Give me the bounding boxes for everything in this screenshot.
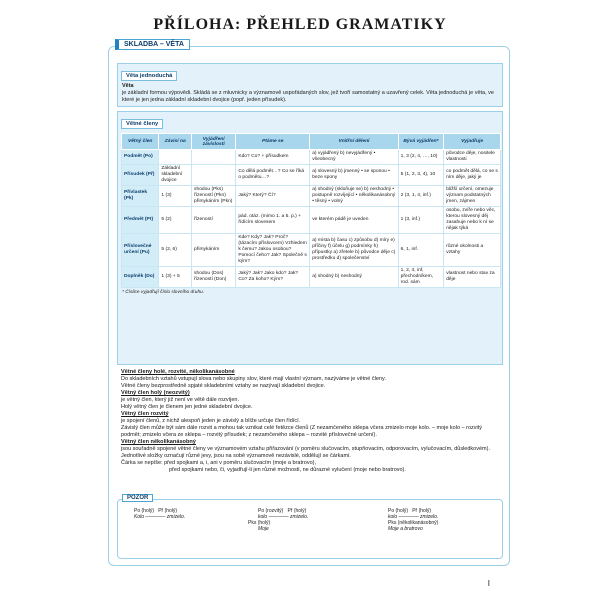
table-cell: Jaký? Jak? Jako kdo? Jak? Co? Za koho? Kým? xyxy=(236,267,310,288)
table-cell: Doplněk (Do) xyxy=(122,267,159,288)
table-cell: 5 (2) xyxy=(159,207,192,234)
clenove-box xyxy=(117,111,503,365)
table-cell: a) slovesný b) jmenný • se sponou • beze spony xyxy=(310,165,398,186)
column-header: Ptáme se xyxy=(236,134,310,150)
table-cell: původce děje, nositele vlastnosti xyxy=(444,150,501,165)
column-header: Vnitřní dělení xyxy=(310,134,398,150)
label: Po (rozvitý) xyxy=(258,508,284,514)
text-section xyxy=(121,369,501,474)
column-header: Vyjádření závislosti xyxy=(192,134,236,150)
para: Do skladebních vztahů vstupují slova nebo skupiny slov, které mají vlastní význam, nazýváme je větné členy. xyxy=(121,376,386,382)
table-cell: ve kterém pádě je uveden xyxy=(310,207,398,234)
table-cell: Příslovečné určení (Pu) xyxy=(122,234,159,267)
table-cell xyxy=(192,150,236,165)
table-cell: různé okolnosti a vztahy xyxy=(444,234,501,267)
table-cell: 1 (3) xyxy=(159,186,192,207)
word: kolo xyxy=(388,514,398,520)
para: Jednotlivé složky označují různé jevy, jsou na sobě významově nezávislé, oddělují se čárkami. xyxy=(121,453,351,459)
table-cell: a) místa b) času c) způsobu d) míry e) příčiny f) účelu g) podmínky h) přípustky a) zřetele b) původce děje c) prostředku d) společenství xyxy=(310,234,398,267)
clenove-head: Větné členy xyxy=(121,119,163,129)
word: zmizelo. xyxy=(166,514,186,520)
para: je větný člen, který již není ve větě dále rozvíjen. xyxy=(121,397,240,403)
heading-holy-rozvite: Větné členy holé, rozvité, několikanásobné xyxy=(121,369,235,375)
label: Př (holý) xyxy=(287,508,307,514)
table-cell: Základní skladební dvojice xyxy=(159,165,192,186)
table-cell: Předmět (Pt) xyxy=(122,207,159,234)
table-row xyxy=(122,234,501,267)
table-cell: 1 (3) + 5 xyxy=(159,267,192,288)
clenove-table xyxy=(121,133,501,288)
table-cell: a) shodný b) neshodný xyxy=(310,267,398,288)
grammar-frame xyxy=(108,41,510,566)
table-cell: 1, 2, 4, inf, přechodníkem, rod. sám xyxy=(398,267,444,288)
table-row xyxy=(122,186,501,207)
table-cell: řízeností xyxy=(192,207,236,234)
table-cell: Kde? Kdy? Jak? Proč? (tázacím příslovcem) Vzhledem k čemu? Jakou osobou? Pomocí čeho? Jak? Společně s kým? xyxy=(236,234,310,267)
para: je spojení členů, z nichž alespoň jeden je závislý a blíže určuje člen řídící. xyxy=(121,418,301,424)
heading-rozvity: Větný člen rozvitý xyxy=(121,411,169,417)
column-header: Vyjadřuje xyxy=(444,134,501,150)
column-header: Větný člen xyxy=(122,134,159,150)
table-cell: a) shodný (skloňuje se) b) neshodný • postupně rozvíjející • několikanásobný • těsný • volný xyxy=(310,186,398,207)
column-header: Závisí na xyxy=(159,134,192,150)
table-row xyxy=(122,207,501,234)
diagram-3: Po (holý) Př (holý) kolo ―――― zmizelo. Pks (několikanásobný) Moje a bratrovo xyxy=(388,508,439,532)
table-cell: osobu, zvíře nebo věc, kterou slovesný děj zasahuje nebo k ní se nějak týká xyxy=(444,207,501,234)
table-cell: Jaký? Který? Čí? xyxy=(236,186,310,207)
column-header: Bývá vyjádřen* xyxy=(398,134,444,150)
table-cell: Přívlastek (Pk) xyxy=(122,186,159,207)
label: Př (holý) xyxy=(158,508,178,514)
table-cell: Co dělá podmět…? Co se říká o podmětu…? xyxy=(236,165,310,186)
table-cell: shodou (Dos) řízeností (Don) xyxy=(192,267,236,288)
veta-line1: Věta xyxy=(122,83,134,89)
para: před spojkami nebo, či, vyjadřují-li jen různé možnosti, ne důrazné vylučení (moje nebo bratrovo). xyxy=(169,467,406,473)
table-cell xyxy=(159,150,192,165)
table-cell: a) vyjádřený b) nevyjádřený • všeobecný xyxy=(310,150,398,165)
table-cell xyxy=(192,165,236,186)
table-cell: přimykáním xyxy=(192,234,236,267)
table-cell: vlastnost nebo stav za děje xyxy=(444,267,501,288)
table-cell: Kdo? Co? + přísudkem xyxy=(236,150,310,165)
table-cell: Přísudek (Př) xyxy=(122,165,159,186)
pozor-box xyxy=(117,495,503,559)
para: Závislý člen může být sám dále rozvit a mohou tak vznikat celé řetězce členů (Z nezamčeného sklepa včera zmizelo moje kolo. – moje kolo – rozvitý podmět; zmizelo včera ze sklepa – rozvitý přísudek; z nezamčeného sklepa – rozvité příslovečné určení). xyxy=(121,425,483,438)
table-cell: Podmět (Po) xyxy=(122,150,159,165)
heading-holy: Větný člen holý (neozvitý) xyxy=(121,390,190,396)
table-cell: co podmět dělá, co se s ním děje, jaký je xyxy=(444,165,501,186)
veta-head: Věta jednoduchá xyxy=(121,71,177,81)
table-cell: 5 (1, 2, 3, 4), 10 xyxy=(398,165,444,186)
para: jsou souřadně spojené větné členy ve významovém vztahu přiřazování (v poměru slučovacím, stupňovacím, odporovacím, vylučovacím, důsledkovém). xyxy=(121,446,490,452)
word: kolo xyxy=(258,514,268,520)
veta-box xyxy=(117,63,503,107)
word: zmizelo. xyxy=(419,514,439,520)
word: Moje xyxy=(258,526,269,532)
table-cell: 2 (3, 1, 4, inf.) xyxy=(398,186,444,207)
label: Po (holý) xyxy=(388,508,409,514)
table-cell: 1, 3 (2, 4, …, 10) xyxy=(398,150,444,165)
para: Holý větný člen je členem jen jedné skladební dvojice. xyxy=(121,404,253,410)
page-number: I xyxy=(487,579,490,588)
table-cell: pád. otáz. (mimo 1. a 5. p.) + řídícím slovesem xyxy=(236,207,310,234)
table-cell: shodou (Pks) řízeností (Pkn) přimykáním (Pkn) xyxy=(192,186,236,207)
word: Moje a bratrovo xyxy=(388,526,423,532)
table-row xyxy=(122,267,501,288)
table-cell: 1 (3, inf.) xyxy=(398,207,444,234)
word: zmizelo. xyxy=(289,514,309,520)
footnote: * Číslice vyjadřují číslo slovního druhu. xyxy=(122,290,205,295)
table-row xyxy=(122,150,501,165)
table-cell: 6, 1, inf. xyxy=(398,234,444,267)
para: Čárka se nepíše: před spojkami a, i, ani v poměru slučovacím (moje a bratrovo), xyxy=(121,460,317,466)
label: Pks (holý) xyxy=(248,520,271,526)
word: Kolo xyxy=(134,514,145,520)
page-title: PŘÍLOHA: PŘEHLED GRAMATIKY xyxy=(153,16,447,33)
label: Pks (několikanásobný) xyxy=(388,520,439,526)
diagram-1: Po (holý) Př (holý) Kolo ―――― zmizelo. xyxy=(134,508,186,520)
heading-nekolikanasobny: Větný člen několikanásobný xyxy=(121,439,196,445)
para: Větné členy bezprostředně spjaté skladebními vztahy se nazývají skladební dvojice. xyxy=(121,383,326,389)
label: Př (holý) xyxy=(412,508,432,514)
section-tag: SKLADBA – VĚTA xyxy=(115,39,190,50)
diagram-2: Po (rozvitý) Př (holý) kolo ―――― zmizelo. Pks (holý) Moje xyxy=(248,508,309,532)
veta-text: je základní formou výpovědi. Skládá se z mluvnicky a významově uspořádaných slov, jež tvoří samostatný a uzavřený celek. Věta jednoduchá je věta, ve které je jen jedna základní skladební dvojice (popř. jeden přísudek). xyxy=(122,90,494,103)
pozor-tag: POZOR xyxy=(122,494,153,502)
table-cell: 5 (2, 6) xyxy=(159,234,192,267)
label: Po (holý) xyxy=(134,508,155,514)
table-row xyxy=(122,165,501,186)
table-cell: bližší určení, omezuje význam podstatných jmen, zájmen xyxy=(444,186,501,207)
